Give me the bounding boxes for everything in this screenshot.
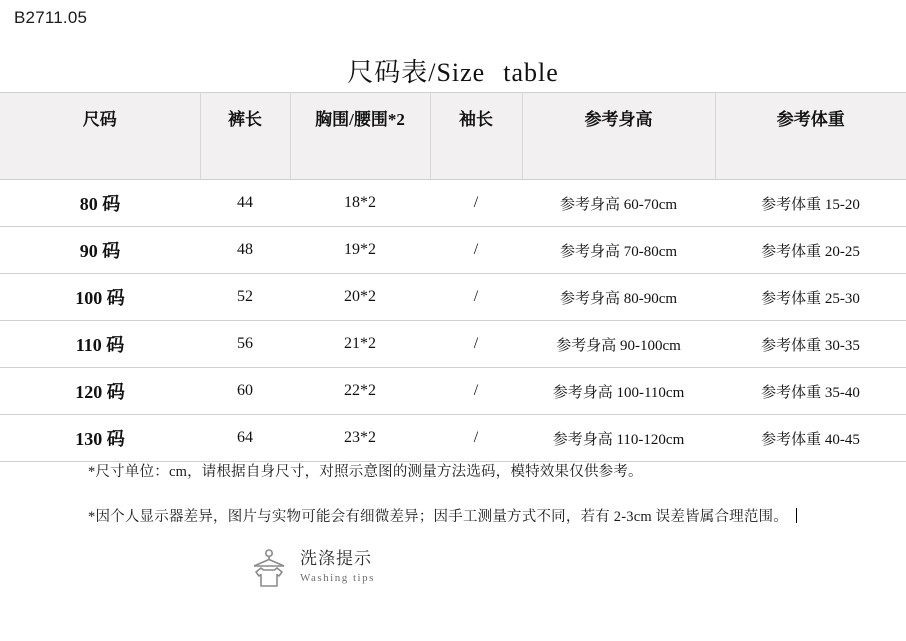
table-header-chest: 胸围/腰围*2 [290,93,430,142]
spacer-cell [522,141,715,180]
cell-chest: 18*2 [290,180,430,227]
note-tolerance [0,505,906,526]
table-row [0,227,906,274]
table-header-sleeve: 袖长 [430,93,522,142]
cell-weight: 参考体重 25-30 [715,274,906,321]
washing-tips-text [300,550,375,586]
cell-length: 52 [200,274,290,321]
table-body [0,141,906,462]
cell-sleeve: / [430,368,522,415]
spacer-cell [290,141,430,180]
page-title [0,52,906,89]
table-header-length: 裤长 [200,93,290,142]
table-row [0,274,906,321]
table-header-weight: 参考体重 [715,93,906,142]
cell-size: 100 码 [0,274,200,321]
cell-height: 参考身高 100-110cm [522,368,715,415]
size-table [0,92,906,462]
table-header-spacer-row [0,141,906,180]
washing-tips-cn: 洗涤提示 [300,549,372,569]
cell-height: 参考身高 110-120cm [522,415,715,462]
page-title-cn: 尺码表/Size [347,58,486,87]
cell-length: 44 [200,180,290,227]
cell-size: 120 码 [0,368,200,415]
cell-sleeve: / [430,274,522,321]
cell-weight: 参考体重 30-35 [715,321,906,368]
cell-chest: 21*2 [290,321,430,368]
washing-tips [248,546,375,590]
cell-height: 参考身高 80-90cm [522,274,715,321]
cell-weight: 参考体重 20-25 [715,227,906,274]
table-row [0,415,906,462]
document-code: B2711.05 [14,8,88,27]
table-header [0,93,906,142]
cell-chest: 22*2 [290,368,430,415]
table-header-height: 参考身高 [522,93,715,142]
note-measurement [0,460,906,481]
cell-length: 56 [200,321,290,368]
cell-chest: 23*2 [290,415,430,462]
cell-length: 60 [200,368,290,415]
cell-height: 参考身高 70-80cm [522,227,715,274]
spacer-cell [715,141,906,180]
table-header-row [0,93,906,142]
table-header-size: 尺码 [0,93,200,142]
cell-sleeve: / [430,321,522,368]
cell-sleeve: / [430,415,522,462]
cell-weight: 参考体重 35-40 [715,368,906,415]
spacer-cell [200,141,290,180]
cell-sleeve: / [430,180,522,227]
page-title-en: table [503,58,559,87]
hanger-shirt-icon [248,546,290,590]
note-measurement-text: *尺寸单位：cm，请根据自身尺寸，对照示意图的测量方法选码，模特效果仅供参考。 [88,464,643,480]
cell-size: 80 码 [0,180,200,227]
cell-height: 参考身高 60-70cm [522,180,715,227]
table-row [0,321,906,368]
cell-size: 130 码 [0,415,200,462]
cell-weight: 参考体重 15-20 [715,180,906,227]
text-cursor [796,508,797,523]
notes-section [0,460,906,550]
spacer-cell [0,141,200,180]
note-tolerance-text: *因个人显示器差异，图片与实物可能会有细微差异；因手工测量方式不同，若有 2-3cm 误差皆属合理范围。 [88,509,788,525]
cell-weight: 参考体重 40-45 [715,415,906,462]
cell-length: 48 [200,227,290,274]
cell-size: 90 码 [0,227,200,274]
table-row [0,180,906,227]
spacer-cell [430,141,522,180]
cell-sleeve: / [430,227,522,274]
cell-length: 64 [200,415,290,462]
cell-height: 参考身高 90-100cm [522,321,715,368]
table-row [0,368,906,415]
cell-size: 110 码 [0,321,200,368]
cell-chest: 19*2 [290,227,430,274]
cell-chest: 20*2 [290,274,430,321]
washing-tips-en: Washing tips [300,572,375,584]
